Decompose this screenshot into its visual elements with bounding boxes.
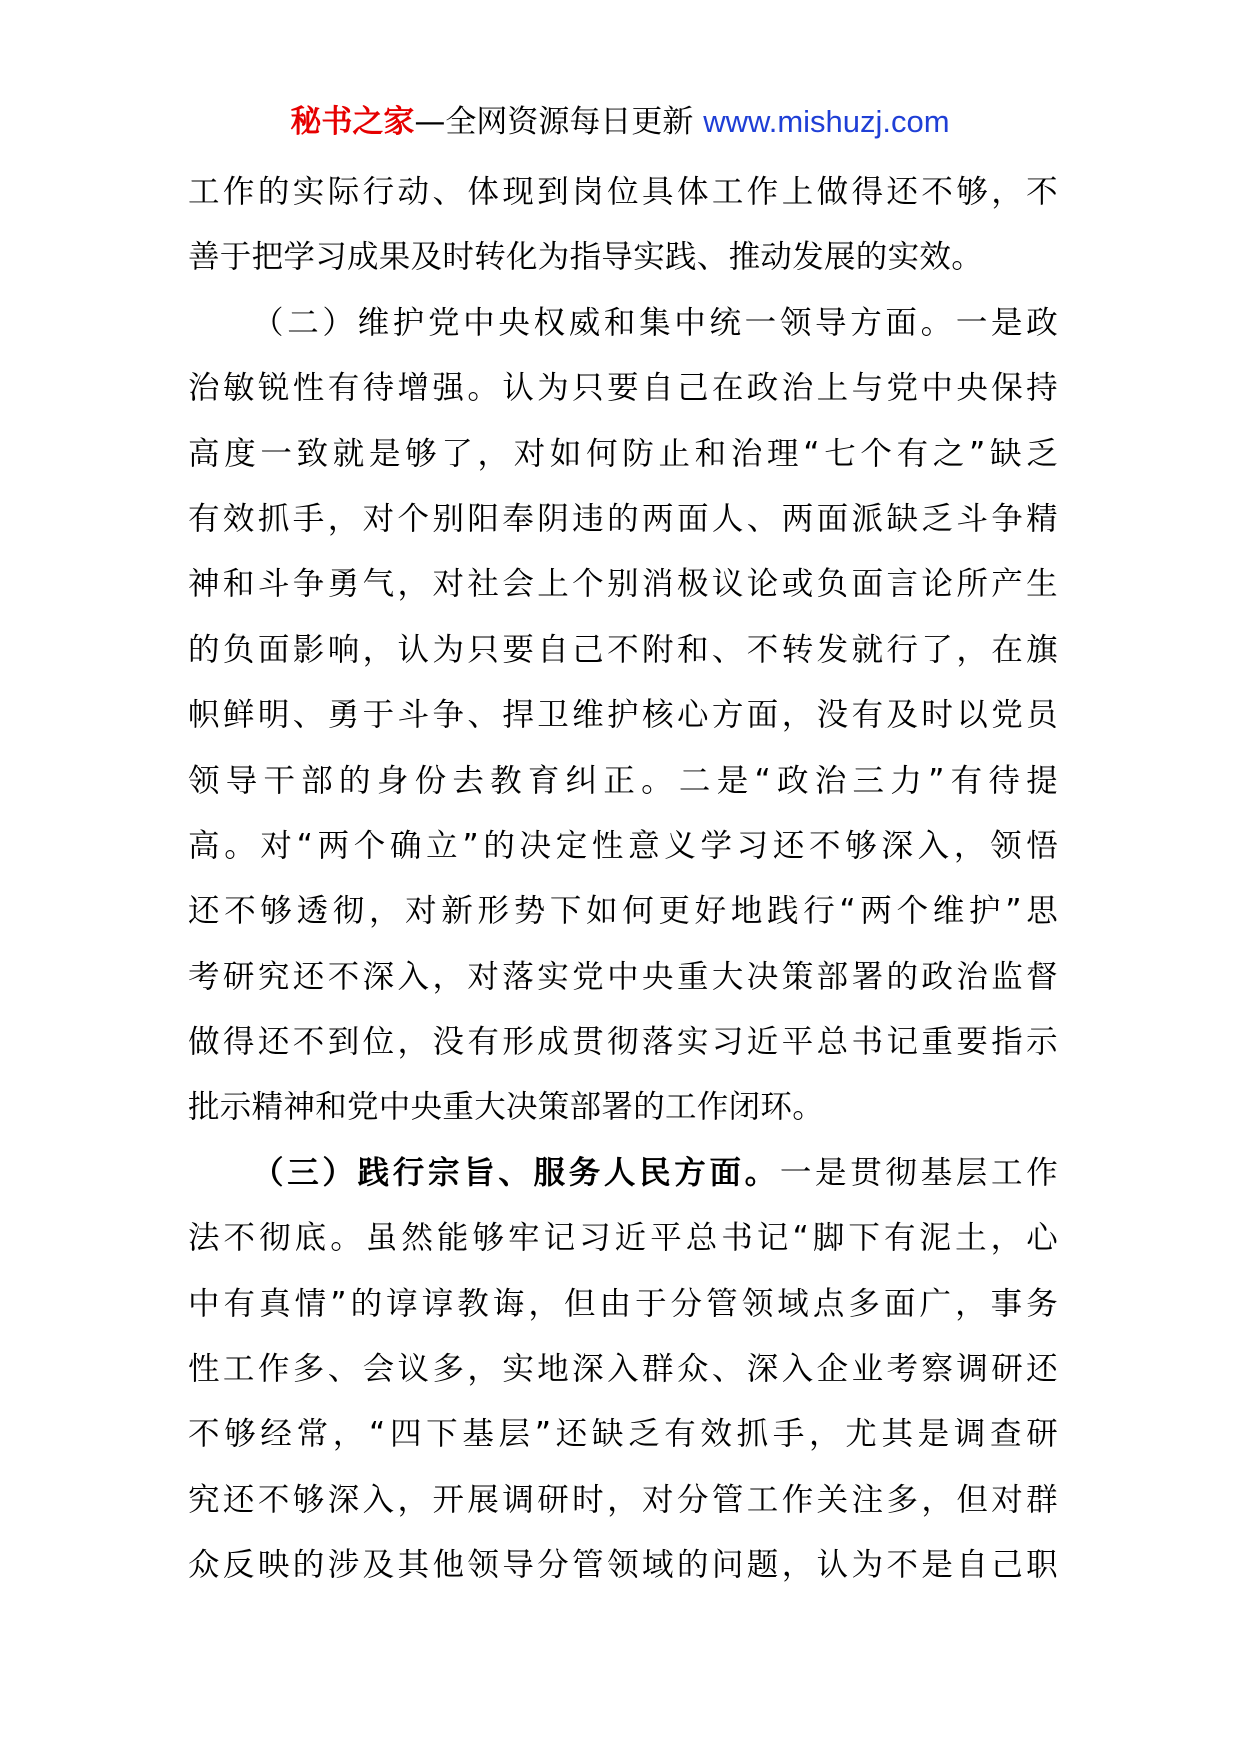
text-line: 法不彻底。虽然能够牢记习近平总书记“脚下有泥土，心 [188,1220,1058,1257]
text-line: 的负面影响，认为只要自己不附和、不转发就行了，在旗 [188,631,1058,668]
text-line: 不够经常，“四下基层”还缺乏有效抓手，尤其是调查研 [188,1416,1058,1453]
text-line: 领导干部的身份去教育纠正。二是“政治三力”有待提 [188,762,1058,799]
text-line: 众反映的涉及其他领导分管领域的问题，认为不是自己职 [188,1547,1058,1584]
section-two-first-line: （二）维护党中央权威和集中统一领导方面。一是政 [252,304,1058,341]
text-line: 帜鲜明、勇于斗争、捍卫维护核心方面，没有及时以党员 [188,697,1058,734]
header-brand: 秘书之家 [290,104,415,140]
text-line: 神和斗争勇气，对社会上个别消极议论或负面言论所产生 [188,566,1058,603]
section-three-first-line [188,1141,1058,1206]
text-line: 治敏锐性有待增强。认为只要自己在政治上与党中央保持 [188,370,1058,407]
text-line: 考研究还不深入，对落实党中央重大决策部署的政治监督 [188,958,1058,995]
text-line: 做得还不到位，没有形成贯彻落实习近平总书记重要指示 [188,1024,1058,1061]
text-line: 善于把学习成果及时转化为指导实践、推动发展的实效。 [188,239,984,276]
section-three-first-text: 一是贯彻基层工作 [779,1154,1058,1191]
header-tagline: —全网资源每日更新 [414,104,694,140]
document-header [0,100,1240,144]
text-line: 性工作多、会议多，实地深入群众、深入企业考察调研还 [188,1351,1058,1388]
text-line: 有效抓手，对个别阳奉阴违的两面人、两面派缺乏斗争精 [188,500,1058,537]
text-line: 工作的实际行动、体现到岗位具体工作上做得还不够，不 [188,174,1058,210]
text-line: 还不够透彻，对新形势下如何更好地践行“两个维护”思 [188,893,1058,930]
text-line: 高度一致就是够了，对如何防止和治理“七个有之”缺乏 [188,435,1058,472]
section-three-heading: （三）践行宗旨、服务人民方面。 [252,1154,780,1191]
header-url[interactable]: www.mishuzj.com [703,104,950,139]
text-line: 究还不够深入，开展调研时，对分管工作关注多，但对群 [188,1481,1058,1518]
document-body [188,160,1058,1599]
text-line: 中有真情”的谆谆教诲，但由于分管领域点多面广，事务 [188,1285,1058,1322]
text-line: 批示精神和党中央重大决策部署的工作闭环。 [188,1089,825,1126]
text-line: 高。对“两个确立”的决定性意义学习还不够深入，领悟 [188,827,1058,864]
